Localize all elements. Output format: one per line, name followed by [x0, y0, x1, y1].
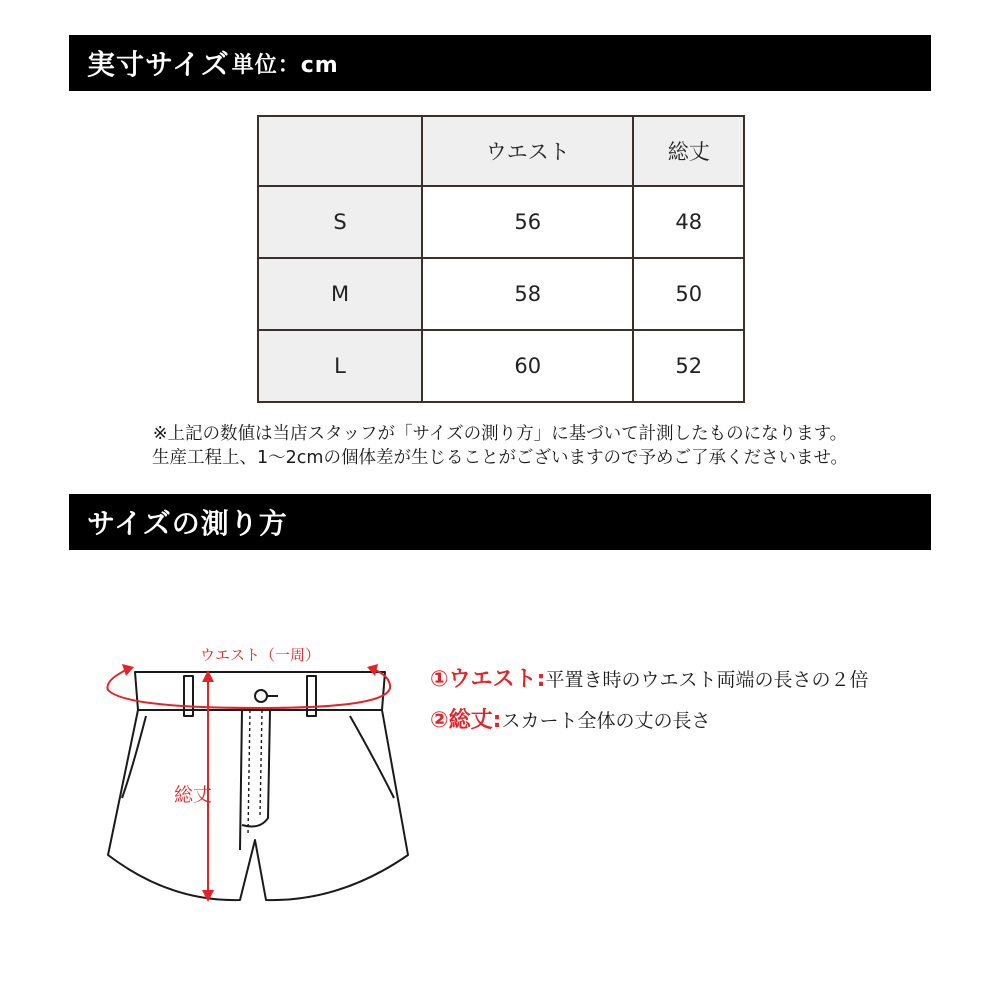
unit-label: 単位：cm	[231, 52, 339, 78]
table-header-length: 総丈	[633, 116, 744, 186]
size-cell: S	[258, 186, 422, 258]
size-cell: L	[258, 330, 422, 402]
button-icon	[255, 690, 267, 702]
skirt-outline	[108, 672, 408, 900]
size-cell: M	[258, 258, 422, 330]
table-row	[258, 330, 744, 402]
table-header-waist: ウエスト	[422, 116, 633, 186]
legend-desc: スカート全体の丈の長さ	[501, 710, 711, 732]
measurement-notes	[0, 422, 1000, 470]
section-title: 実寸サイズ	[87, 48, 230, 81]
section-title-bar-how-to-measure	[69, 494, 931, 550]
length-label: 総丈	[174, 784, 213, 806]
waist-cell: 58	[422, 258, 633, 330]
length-cell: 50	[633, 258, 744, 330]
note-line-1: ※上記の数値は当店スタッフが「サイズの測り方」に基づいて計測したものになります。	[152, 424, 848, 444]
length-cell: 52	[633, 330, 744, 402]
note-line-2: 生産工程上、1〜2cmの個体差が生じることがございますので予めご了承くださいませ。	[152, 448, 848, 468]
legend-desc: 平置き時のウエスト両端の長さの２倍	[545, 669, 869, 691]
table-header-blank	[258, 116, 422, 186]
section-title: サイズの測り方	[87, 507, 288, 540]
skirt-diagram	[90, 630, 410, 920]
size-table	[257, 115, 745, 403]
waist-label: ウエスト（一周）	[199, 646, 321, 664]
waist-cell: 60	[422, 330, 633, 402]
legend-key: ②総丈:	[430, 708, 502, 733]
section-title-bar-actual-size	[69, 35, 931, 91]
table-row	[258, 258, 744, 330]
length-cell: 48	[633, 186, 744, 258]
legend-key: ①ウエスト:	[430, 667, 546, 692]
legend-item-waist	[430, 662, 868, 693]
waist-measure-arrow	[107, 664, 390, 708]
legend-item-length	[430, 703, 710, 734]
table-header-row	[258, 116, 744, 186]
pocket-right	[350, 716, 394, 798]
table-row	[258, 186, 744, 258]
waist-cell: 56	[422, 186, 633, 258]
